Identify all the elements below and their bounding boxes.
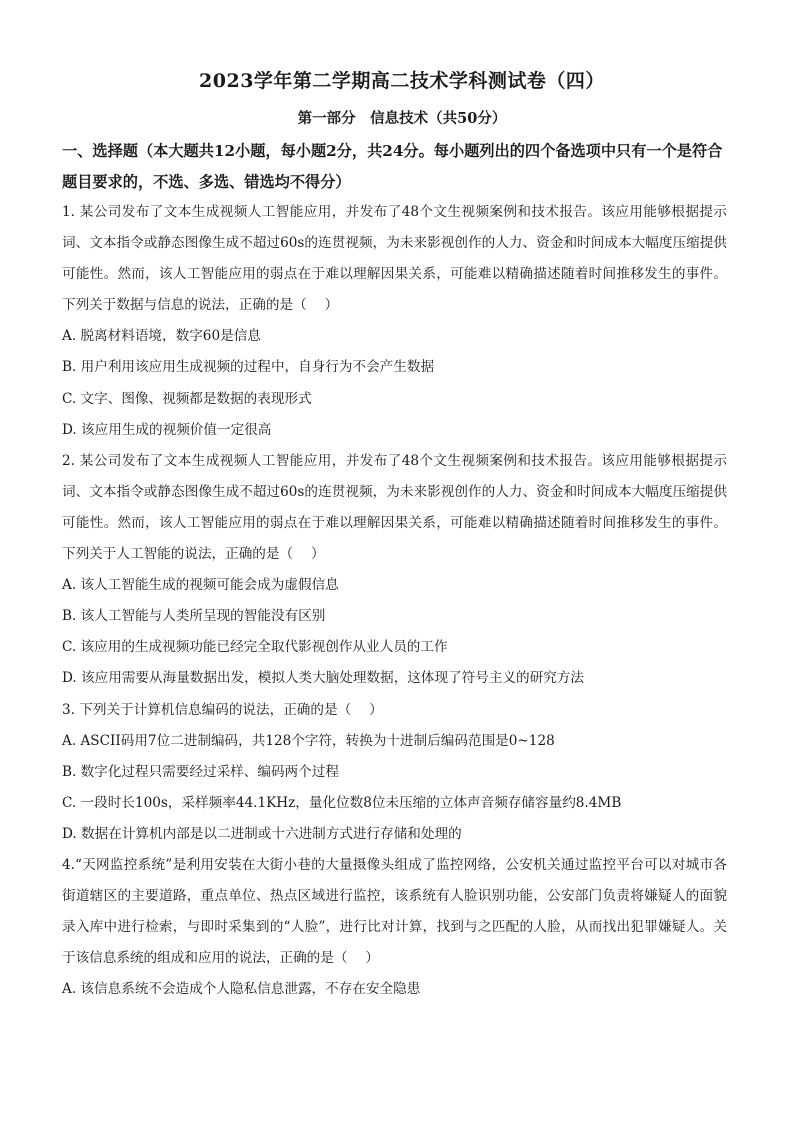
- option-b: B. 该人工智能与人类所呈现的智能没有区别: [62, 608, 326, 625]
- question-stem: 4.“天网监控系统”是利用安装在大街小巷的大量摄像头组成了监控网络，公安机关通过监控平台可以对城市各街道辖区的主要道路，重点单位、热点区域进行监控，该系统有人脸识别功能，公安部门负责将嫌疑人的面貌录入库中进行检索，与即时采集到的“人脸”，进行比对计算，找到与之匹配的人脸，从而找出犯罪嫌疑人。关于该信息系统的组成和应用的说法，正确的是（ ）: [62, 856, 727, 967]
- option-d: D. 数据在计算机内部是以二进制或十六进制方式进行存储和处理的: [62, 825, 462, 842]
- question-stem: 2. 某公司发布了文本生成视频人工智能应用，并发布了48个文生视频案例和技术报告。该应用能够根据提示词、文本指令或静态图像生成不超过60s的连贯视频，为未来影视创作的人力、资金和时间成本大幅度压缩提供可能性。然而，该人工智能应用的弱点在于难以理解因果关系，可能难以精确描述随着时间推移发生的事件。下列关于人工智能的说法，正确的是（ ）: [62, 452, 727, 563]
- option-a: A. 该信息系统不会造成个人隐私信息泄露，不存在安全隐患: [62, 981, 421, 998]
- option-d: D. 该应用生成的视频价值一定很高: [62, 421, 272, 438]
- question-1: [62, 197, 727, 446]
- question-2: [62, 446, 727, 695]
- question-list: [62, 197, 727, 1005]
- question-stem: 3. 下列关于计算机信息编码的说法，正确的是（ ）: [62, 701, 383, 718]
- option-d: D. 该应用需要从海量数据出发，模拟人类大脑处理数据，这体现了符号主义的研究方法: [62, 670, 585, 687]
- question-4: [62, 850, 727, 1005]
- option-a: A. 脱离材料语境，数字60是信息: [62, 328, 261, 345]
- question-3: [62, 695, 727, 850]
- page-subtitle: 第一部分 信息技术（共50分）: [297, 110, 507, 127]
- option-c: C. 文字、图像、视频都是数据的表现形式: [62, 390, 312, 407]
- option-a: A. ASCII码用7位二进制编码，共128个字符，转换为十进制后编码范围是0~128: [62, 732, 555, 749]
- question-stem: 1. 某公司发布了文本生成视频人工智能应用，并发布了48个文生视频案例和技术报告。该应用能够根据提示词、文本指令或静态图像生成不超过60s的连贯视频，为未来影视创作的人力、资金和时间成本大幅度压缩提供可能性。然而，该人工智能应用的弱点在于难以理解因果关系，可能难以精确描述随着时间推移发生的事件。下列关于数据与信息的说法，正确的是（ ）: [62, 204, 727, 314]
- option-c: C. 一段时长100s，采样频率44.1KHz，量化位数8位未压缩的立体声音频存储容量约8.4MB: [62, 794, 622, 811]
- page-title: 2023学年第二学期高二技术学科测试卷（四）: [199, 70, 605, 92]
- option-c: C. 该应用的生成视频功能已经完全取代影视创作从业人员的工作: [62, 639, 448, 656]
- option-b: B. 数字化过程只需要经过采样、编码两个过程: [62, 763, 339, 780]
- option-a: A. 该人工智能生成的视频可能会成为虚假信息: [62, 577, 339, 594]
- option-b: B. 用户利用该应用生成视频的过程中，自身行为不会产生数据: [62, 359, 435, 376]
- section-heading: 一、选择题（本大题共12小题，每小题2分，共24分。每小题列出的四个备选项中只有一个是符合题目要求的，不选、多选、错选均不得分）: [62, 142, 723, 191]
